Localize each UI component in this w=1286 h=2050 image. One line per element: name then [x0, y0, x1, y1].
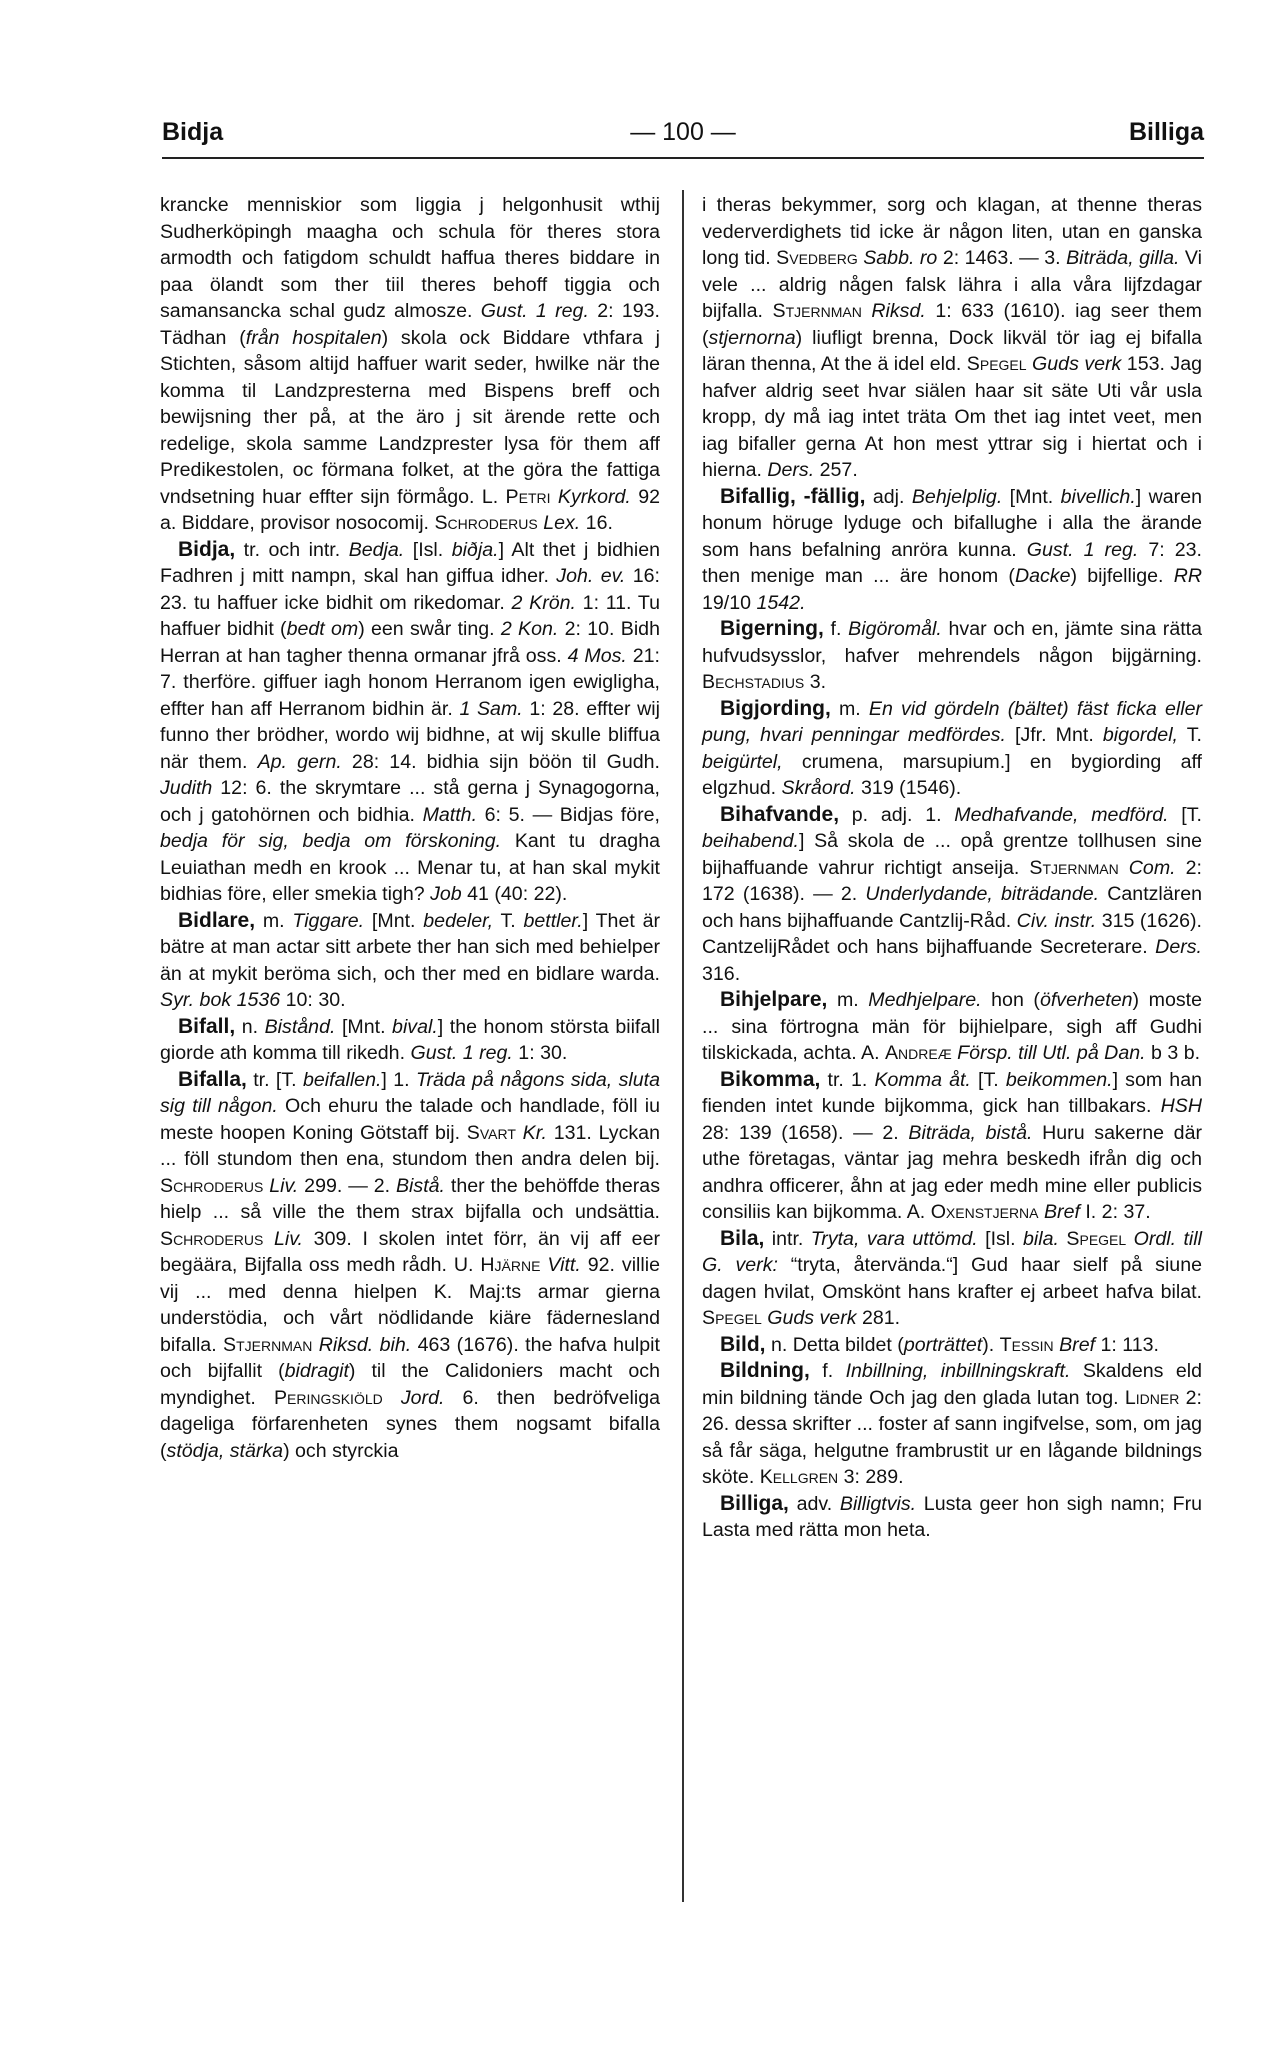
italic-text: beigürtel,: [702, 750, 783, 773]
column-divider: [682, 190, 684, 1902]
dictionary-entry: [160, 908, 660, 1014]
text-run: ] som han fienden intet kunde bijkomma, gick han tillbakars.: [702, 1068, 1202, 1117]
text-run: [Mnt.: [335, 1015, 393, 1038]
italic-text: Gust. 1 reg.: [480, 300, 589, 322]
italic-text: En vid gördeln (bältet) fäst ficka eller pung, hvari penningar medfördes.: [702, 697, 1203, 746]
italic-text: beikommen.: [1005, 1068, 1113, 1091]
text-run: Och ehuru the talade och handlade, föll iu meste hoopen Koning Götstaff bij.: [160, 1095, 660, 1144]
text-run: [1126, 1228, 1133, 1250]
text-run: ] the honom största biifall giorde ath komma till rikedh.: [160, 1015, 660, 1064]
text-run: 463 (1676). the hafva hulpit och bijfallit (: [160, 1333, 660, 1382]
text-run: ] Alt thet j bidhien Fadhren j mitt nampn, skal han giffua idher.: [160, 538, 661, 587]
dictionary-entry: [702, 1226, 1202, 1332]
headword: Bild,: [720, 1332, 766, 1356]
italic-text: Liv.: [273, 1227, 304, 1250]
italic-text: stödja, stärka: [166, 1439, 284, 1462]
text-run: 28: 139 (1658). — 2.: [702, 1121, 909, 1144]
headword: Bila,: [720, 1226, 765, 1250]
author-name: Svart: [466, 1121, 516, 1144]
text-run: 1: 633 (1610). iag seer them (: [702, 300, 1202, 349]
author-name: Peringskiöld: [273, 1386, 383, 1409]
author-name: Stjernman: [772, 300, 862, 322]
author-name: Tessin: [999, 1333, 1054, 1356]
italic-text: beifallen.: [302, 1068, 382, 1091]
text-run: adj.: [865, 485, 912, 508]
author-name: Svedberg: [776, 247, 858, 269]
header-right-catchword: Billiga: [1128, 118, 1204, 146]
author-name: Stjernman: [223, 1333, 313, 1356]
headword: Bifallig, -fällig,: [720, 484, 866, 508]
italic-text: Guds verk: [767, 1307, 857, 1329]
text-run: [862, 300, 872, 322]
text-run: hvar och en, jämte sina rätta hufvudsysslor, hafver mehrendels någon bijgärning.: [702, 618, 1203, 667]
italic-text: stjernorna: [708, 326, 796, 349]
text-run: 281.: [856, 1307, 901, 1329]
author-name: Bechstadius: [702, 671, 805, 693]
text-run: ] Så skola de ... opå grentze tollhusen sine bijhaffuande vahrur richtigt anseija.: [702, 830, 1202, 879]
dictionary-entry: [702, 1358, 1202, 1491]
author-name: Lidner: [1124, 1386, 1180, 1409]
text-run: 3: 289.: [838, 1466, 904, 1488]
text-run: i theras bekymmer, sorg och klagan, at thenne theras vederverdighets tid icke är någon liten, utan en ganska long tid.: [702, 194, 1202, 269]
italic-text: Jord.: [400, 1386, 445, 1409]
italic-text: Bistånd.: [264, 1015, 336, 1038]
text-run: I. 2: 37.: [1079, 1201, 1151, 1223]
dictionary-entry: [702, 987, 1202, 1067]
text-run: Kant tu dragha Leuiathan medh en krook ... Menar tu, at han skal mykit bidhias före, eller smekia tigh?: [160, 830, 660, 905]
text-run: 2: 172 (1638). — 2.: [702, 856, 1202, 905]
text-run: ) een swår ting.: [358, 618, 501, 640]
entry-continuation: [702, 192, 1202, 484]
italic-text: bigordel,: [1102, 724, 1179, 746]
text-run: 92 a. Biddare, provisor nosocomij.: [160, 485, 661, 534]
text-run: 2: 10. Bidh Herran at han tagher thenna ormanar jfrå oss.: [160, 618, 660, 667]
text-run: 1: 113.: [1095, 1333, 1159, 1356]
header-left-catchword: Bidja: [162, 118, 224, 146]
italic-text: Lex.: [543, 512, 581, 534]
italic-text: Bref: [1059, 1333, 1096, 1356]
text-run: p. adj. 1.: [839, 803, 955, 826]
dictionary-entry: [702, 616, 1202, 696]
italic-text: Bistå.: [395, 1174, 445, 1197]
italic-text: Com.: [1128, 856, 1176, 879]
text-run: intr.: [764, 1227, 811, 1250]
italic-text: Ders.: [767, 459, 815, 481]
italic-text: Sabb. ro: [863, 247, 938, 269]
text-run: 16: 23. tu haffuer icke bidhit om rikedomar.: [160, 565, 660, 614]
text-run: 257.: [814, 459, 858, 481]
italic-text: 2 Kon.: [500, 618, 559, 640]
text-run: m.: [255, 909, 293, 932]
text-run: tr. 1.: [820, 1068, 875, 1091]
text-run: ) moste ... sina förtrogna män för bijhielpare, sigh aff Gudhi tilskickada, achta. A.: [702, 989, 1203, 1064]
text-run: crumena, marsupium.] en bygiording aff elgzhud.: [702, 750, 1202, 799]
right-column: [702, 192, 1202, 1544]
headword: Bifall,: [178, 1014, 236, 1038]
text-run: 6. then bedröfveliga dageliga förfarenheten synes them nogsamt bifalla (: [160, 1386, 660, 1462]
italic-text: 1542.: [756, 591, 806, 614]
headword: Billiga,: [720, 1491, 789, 1515]
text-run: Vi vele ... aldrig någen falsk lähra i alla våra lijfzdagar bijfalla.: [702, 247, 1202, 322]
italic-text: Kr.: [522, 1121, 547, 1144]
author-name: Kellgren: [759, 1466, 839, 1488]
text-run: 1: 11. Tu haffuer bidhit (: [160, 591, 660, 640]
text-run: ) til the Calidoniers macht och myndighet.: [160, 1360, 660, 1409]
headword: Bigjording,: [720, 696, 831, 720]
text-run: krancke menniskior som liggia j helgonhusit wthij Sudherköpingh maagha och schula för theres stora armodth och fatigdom schuldt haffua theres biddare in paa ölandt som ther tiil theres behoff tiggia och samansancka schal gudz almosze.: [160, 194, 660, 322]
text-run: 309. I skolen intet förr, än vij aff eer begäära, Bijfalla oss medh rådh. U.: [160, 1227, 661, 1276]
text-run: 316.: [702, 962, 741, 985]
text-run: n.: [235, 1015, 265, 1038]
author-name: Hjärne: [480, 1254, 541, 1276]
headword: Bildning,: [720, 1359, 810, 1382]
header-rule: [162, 157, 1204, 159]
text-run: ] Thet är bätre at man actar sitt arbete ther han sich med behielper än at mykit beröma sich, och ther med en bidlare warda.: [160, 909, 661, 985]
italic-text: Judith: [160, 777, 213, 799]
italic-text: Bref: [1043, 1201, 1080, 1223]
italic-text: Bigöromål.: [848, 618, 942, 640]
dictionary-entry: [702, 1332, 1202, 1359]
italic-text: bedt om: [286, 618, 359, 640]
text-run: tr. och intr.: [235, 538, 349, 561]
text-run: [Isl.: [404, 538, 452, 561]
italic-text: Inbillning, inbillningskraft.: [845, 1360, 1071, 1382]
author-name: Schroderus: [434, 512, 538, 534]
text-run: Huru sakerne där uthe företagas, väntar jag mehra beskedh ifrån dig och andhra officerer, åhn at jag eder medh mine eller publicis consiliis kan bijkomma. A.: [702, 1121, 1202, 1223]
italic-text: 4 Mos.: [567, 644, 627, 667]
text-run: hon (: [981, 989, 1040, 1011]
text-run: 12: 6. the skrymtare ... stå gerna j Synagogorna, och j gatohörnen och bidhia.: [160, 777, 660, 826]
text-run: 315 (1626). CantzelijRådet och hans bijhaffuande Secreterare.: [702, 909, 1202, 958]
dictionary-entry: [160, 1014, 660, 1067]
author-name: Spegel: [1066, 1227, 1127, 1250]
italic-text: bettler.: [523, 909, 583, 932]
text-run: 299. — 2.: [298, 1174, 396, 1197]
dictionary-entry: [702, 696, 1202, 802]
text-run: [551, 486, 558, 508]
text-run: 21: 7. therföre. giffuer iagh honom Herranom igen ewigligha, effter han aff Herranom bidhin är.: [160, 644, 660, 720]
text-run: “tryta, återvända.“] Gud haar sielf på siune dagen hvilat, Omskönt hans krafter ej arbeet hafva bilat.: [702, 1254, 1202, 1303]
italic-text: Guds verk: [1032, 353, 1122, 375]
dictionary-entry: [702, 802, 1202, 988]
italic-text: Underlydande, biträdande.: [865, 883, 1100, 905]
text-run: 319 (1546).: [855, 777, 962, 799]
text-run: 153. Jag hafver aldrig seet hvar siälen haar sit säte Uti vår usla kropp, dy må iag intet träta Om thet iag intet veet, men iag bifaller gerna At hon mest yttrar sig i hiertat och i hierna.: [702, 353, 1202, 481]
italic-text: från hospitalen: [245, 326, 382, 349]
text-run: [T.: [1168, 803, 1202, 826]
text-run: [Mnt.: [364, 909, 424, 932]
author-name: Schroderus: [160, 1227, 264, 1250]
italic-text: Gust. 1 reg.: [410, 1042, 513, 1064]
text-run: ).: [982, 1333, 1000, 1356]
italic-text: Tryta, vara uttömd.: [810, 1227, 978, 1250]
text-run: [1119, 857, 1129, 879]
italic-text: bedeler,: [423, 909, 494, 932]
italic-text: biðja.: [451, 538, 499, 561]
text-run: m.: [830, 697, 869, 720]
author-name: Andreæ: [884, 1042, 952, 1064]
text-run: adv.: [788, 1492, 840, 1515]
italic-text: Tiggare.: [292, 909, 365, 932]
italic-text: Komma åt.: [874, 1068, 971, 1091]
italic-text: Matth.: [422, 803, 478, 826]
text-run: 19/10: [702, 591, 757, 614]
text-run: 7: 23. then menige man ... äre honom (: [702, 538, 1202, 587]
italic-text: beihabend.: [702, 830, 799, 852]
text-run: T.: [493, 909, 524, 932]
text-run: 92. villie vij ... med denna hielpen K. Maj:ts armar gierna understödia, och vårt nödlidande kiäre fädernesland bifalla.: [160, 1254, 660, 1356]
italic-text: Vitt.: [547, 1254, 581, 1276]
text-run: ] 1.: [381, 1068, 416, 1091]
text-run: 41 (40: 22).: [461, 883, 568, 905]
text-run: [T.: [970, 1068, 1006, 1091]
italic-text: Ordl. till G. verk:: [702, 1227, 1202, 1276]
italic-text: Dacke: [1014, 565, 1071, 587]
italic-text: Ap. gern.: [257, 750, 342, 773]
italic-text: Joh. ev.: [556, 565, 626, 587]
italic-text: bila.: [1023, 1227, 1059, 1250]
text-run: 10: 30.: [280, 989, 346, 1011]
italic-text: HSH: [1160, 1095, 1202, 1117]
text-run: 2: 26. dessa skrifter ... foster af sann ingifvelse, som, om jag så får säga, helgutne frambrustit ur en lågande bildnings sköte.: [702, 1386, 1202, 1488]
text-run: Skaldens eld min bildning tände Och jag den glada lutan tog.: [702, 1360, 1202, 1409]
italic-text: Biträda, bistå.: [908, 1121, 1033, 1144]
italic-text: Behjelplig.: [911, 485, 1003, 508]
italic-text: bidragit: [284, 1360, 349, 1382]
headword: Bihafvande,: [720, 802, 840, 826]
text-run: 131. Lyckan ... föll stundom then ena, stundom then andra delen bij.: [160, 1121, 660, 1170]
text-run: 2: 193. Tädhan (: [160, 300, 660, 349]
text-run: Cantzlären och hans bijhaffuande Cantzlij-Råd.: [702, 883, 1203, 932]
text-run: 1: 28. effter wij funno ther brödher, wordo wij bidhne, at wij skulle bliffua när them.: [160, 697, 660, 773]
italic-text: Syr. bok 1536: [160, 989, 281, 1011]
page-number: — 100 —: [630, 118, 736, 146]
dictionary-entry: [160, 1067, 660, 1465]
text-run: Lusta geer hon sigh namn; Fru Lasta med rätta mon heta.: [702, 1492, 1203, 1541]
dictionary-entry: [702, 1067, 1202, 1226]
italic-text: Job: [430, 883, 462, 905]
text-run: [263, 1228, 274, 1250]
italic-text: Bedja.: [348, 538, 405, 561]
text-run: 28: 14. bidhia sijn böön til Gudh.: [341, 750, 660, 773]
italic-text: Träda på någons sida, sluta sig till någon.: [160, 1068, 660, 1117]
text-run: ) och styrckia: [283, 1439, 399, 1462]
italic-text: Försp. till Utl. på Dan.: [957, 1042, 1146, 1064]
italic-text: 1 Sam.: [459, 697, 523, 720]
text-run: b 3 b.: [1145, 1042, 1201, 1064]
dictionary-entry: [702, 1491, 1202, 1544]
italic-text: 2 Krön.: [511, 591, 576, 614]
text-run: 1: 30.: [512, 1042, 568, 1064]
italic-text: Medhjelpare.: [868, 989, 982, 1011]
text-run: n. Detta bildet (: [765, 1333, 904, 1356]
text-run: ) bijfellige.: [1070, 565, 1174, 587]
text-run: ) skola ock Biddare vthfara j Stichten, såsom altijd haffuer warit seder, hwilke när the komma til Landzpresterna med Bispens breff och bewijsning ther på, at the äro j sit ärende rette och redelige, skola samme Landzprester lysa för them aff Predikestolen, oc förmana folket, at the göra the fattiga vndsetning huar effter sijn förmågo. L.: [160, 326, 660, 508]
italic-text: Skråord.: [781, 777, 856, 799]
author-name: Spegel: [966, 353, 1027, 375]
text-run: [516, 1122, 523, 1144]
text-run: [Isl.: [977, 1227, 1024, 1250]
text-run: m.: [827, 989, 869, 1011]
italic-text: Biträda, gilla.: [1066, 247, 1180, 269]
italic-text: Riksd.: [871, 300, 926, 322]
text-run: 16.: [580, 512, 613, 534]
headword: Bigerning,: [720, 617, 824, 640]
italic-text: Billigtvis.: [839, 1492, 917, 1515]
italic-text: porträttet: [903, 1333, 983, 1356]
italic-text: bivellich.: [1060, 485, 1136, 508]
text-run: f.: [823, 618, 849, 640]
text-run: T.: [1178, 724, 1202, 746]
text-run: 3.: [804, 671, 827, 693]
text-run: 6: 5. — Bidjas före,: [477, 803, 660, 826]
left-column: [160, 192, 660, 1464]
author-name: Spegel: [702, 1307, 762, 1329]
headword: Bifalla,: [178, 1067, 247, 1091]
text-run: [Mnt.: [1002, 485, 1061, 508]
text-run: 2: 1463. — 3.: [937, 247, 1067, 269]
italic-text: Liv.: [269, 1174, 299, 1197]
text-run: ) liufligt brenna, Dock likväl tör iag ej bifalla läran thenna, At the ä idel eld.: [702, 326, 1202, 375]
text-run: [Jfr. Mnt.: [1005, 724, 1103, 746]
author-name: Stjernman: [1029, 856, 1119, 879]
author-name: Oxenstjerna: [930, 1201, 1039, 1223]
author-name: Petri: [505, 485, 551, 508]
headword: Bikomma,: [720, 1067, 821, 1091]
italic-text: öfverheten: [1039, 989, 1133, 1011]
italic-text: Kyrkord.: [557, 485, 631, 508]
page-header: [162, 118, 1204, 152]
headword: Bidlare,: [178, 908, 256, 932]
italic-text: Ders.: [1155, 936, 1202, 958]
dictionary-entry: [160, 537, 660, 908]
italic-text: bedja för sig, bedja om förskoning.: [160, 830, 502, 852]
text-run: ther the behöffde theras hielp ... så ville the them strax bijfalla och undsättia.: [160, 1174, 660, 1223]
author-name: Schroderus: [160, 1174, 264, 1197]
italic-text: bival.: [392, 1015, 438, 1038]
headword: Bihjelpare,: [720, 988, 828, 1011]
dictionary-entry: [702, 484, 1202, 617]
text-run: tr. [T.: [246, 1068, 303, 1091]
text-run: f.: [809, 1360, 846, 1382]
text-run: [383, 1387, 401, 1409]
italic-text: Gust. 1 reg.: [1026, 538, 1139, 561]
italic-text: RR: [1173, 565, 1203, 587]
italic-text: Medhafvande, medförd.: [954, 803, 1169, 826]
entry-continuation: [160, 192, 660, 537]
italic-text: Riksd. bih.: [318, 1333, 412, 1356]
headword: Bidja,: [178, 537, 236, 561]
text-run: ] waren honum höruge lyduge och bifallughe i alla the ärande som hans befalning anröra kunna.: [702, 485, 1202, 561]
italic-text: Civ. instr.: [1016, 909, 1097, 932]
